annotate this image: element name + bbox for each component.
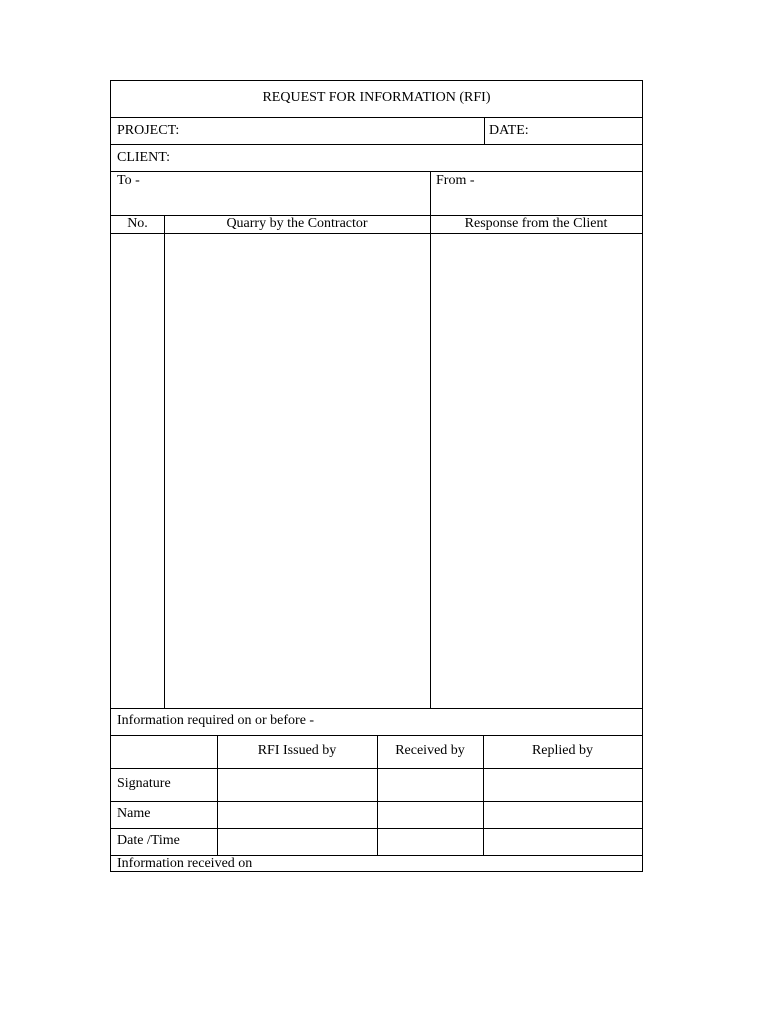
- client-label: CLIENT:: [117, 150, 170, 165]
- divider: [484, 117, 485, 144]
- form-title: REQUEST FOR INFORMATION (RFI): [262, 90, 491, 105]
- divider: [111, 171, 642, 172]
- row-label-signature: Signature: [117, 776, 171, 791]
- header-replied-by: Replied by: [531, 743, 594, 758]
- header-received-by: Received by: [395, 743, 465, 758]
- row-label-date-time: Date /Time: [117, 833, 180, 848]
- header-rfi-issued-by: RFI Issued by: [257, 743, 337, 758]
- divider: [111, 233, 642, 234]
- divider: [111, 117, 642, 118]
- info-required-label: Information required on or before -: [117, 713, 315, 728]
- date-label: DATE:: [489, 123, 529, 138]
- row-label-name: Name: [117, 806, 151, 821]
- divider: [164, 215, 165, 708]
- rfi-form: [110, 80, 643, 872]
- info-received-label: Information received on: [117, 856, 253, 871]
- project-label: PROJECT:: [117, 123, 180, 138]
- column-header-query: Quarry by the Contractor: [226, 216, 368, 231]
- column-header-no: No.: [127, 216, 148, 231]
- divider: [111, 708, 642, 709]
- divider: [430, 171, 431, 708]
- divider: [111, 144, 642, 145]
- to-label: To -: [117, 173, 140, 188]
- column-header-response: Response from the Client: [464, 216, 608, 231]
- from-label: From -: [436, 173, 475, 188]
